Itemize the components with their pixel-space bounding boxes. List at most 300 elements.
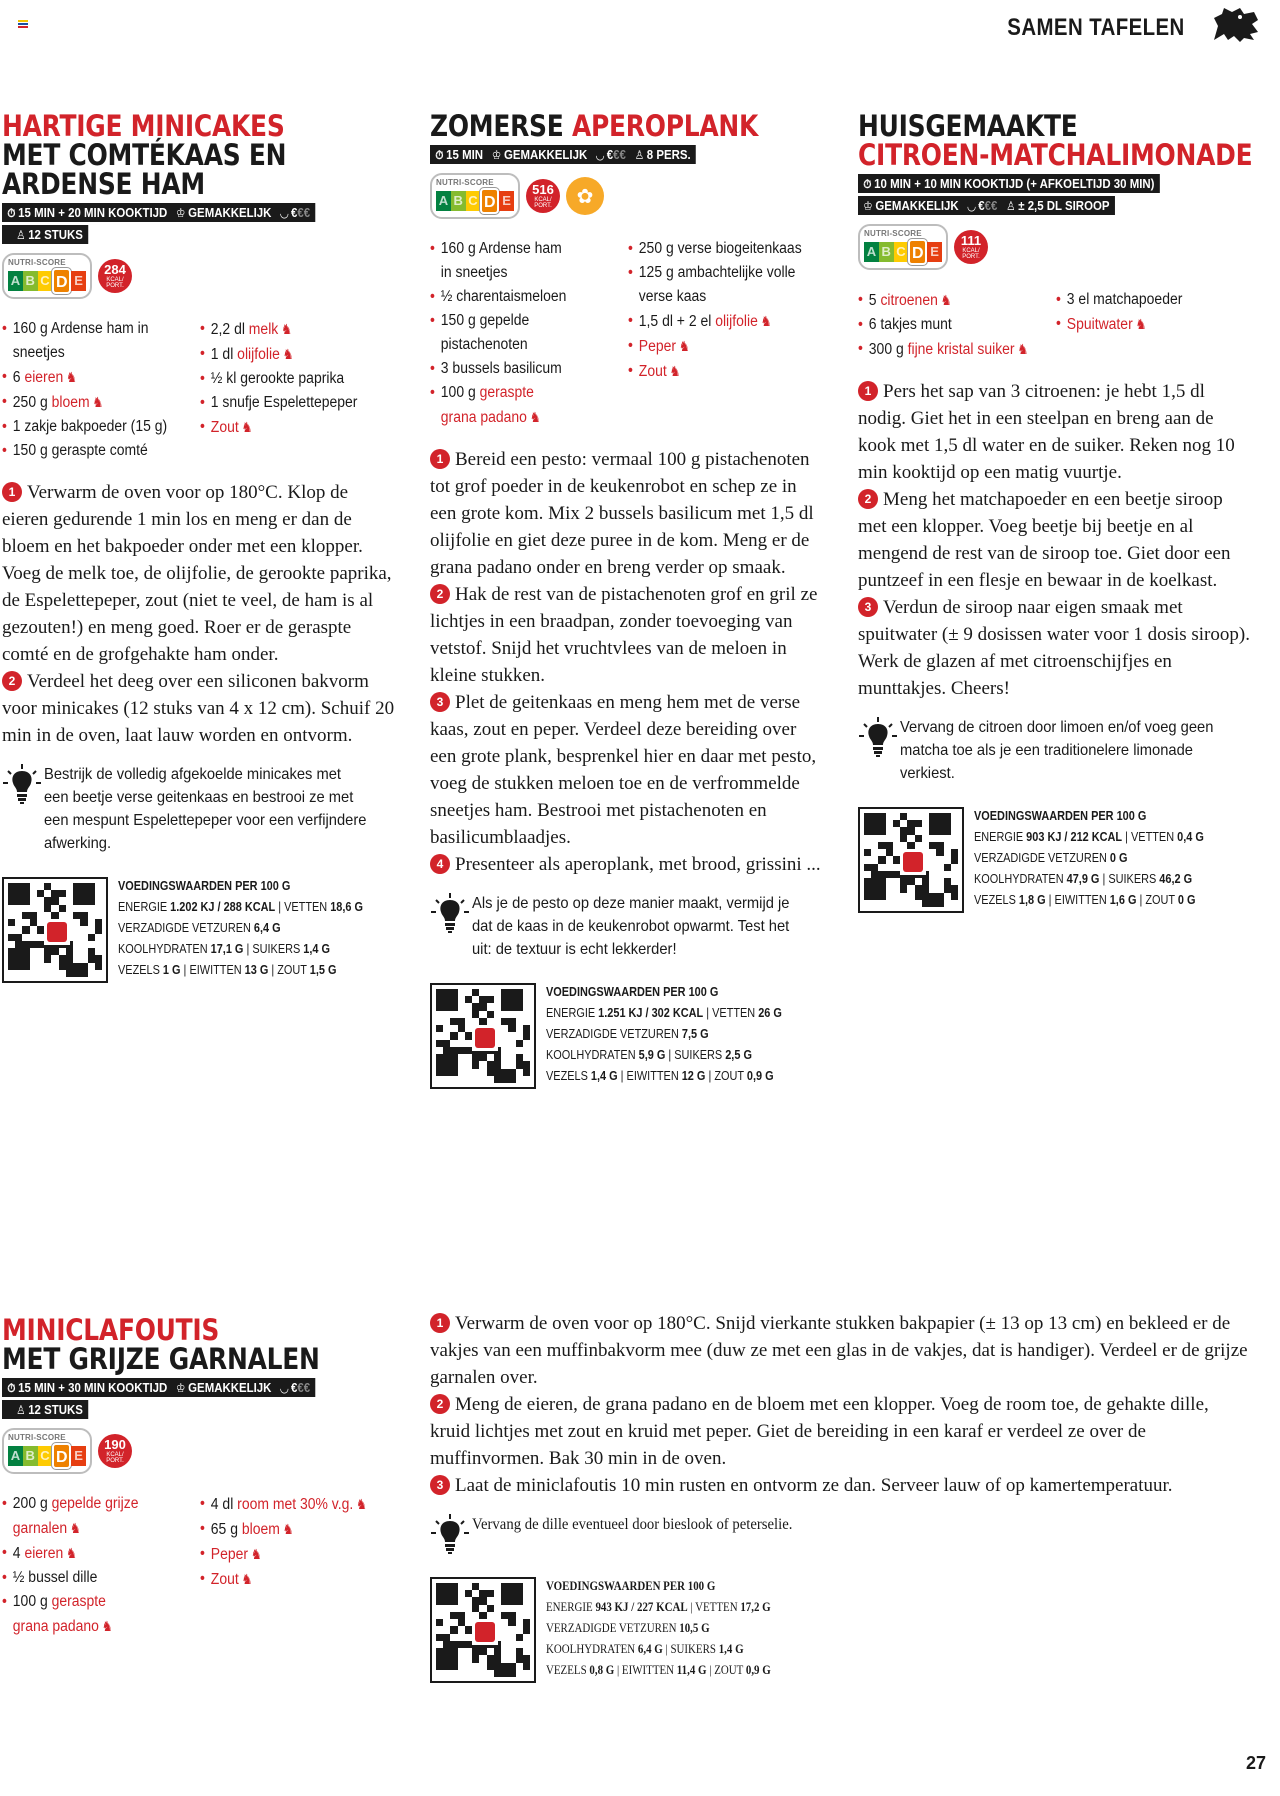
ingredient-highlight: olijfolie (714, 313, 758, 330)
basket-icon: ◡ (280, 1381, 289, 1395)
tip-text: Vervang de citroen door limoen en/of voeg geen matcha toe als je een traditionelere limonade verkiest. (900, 719, 1214, 782)
nutrition-label: SUIKERS (674, 1047, 726, 1062)
nutrition-label: ZOUT (714, 1068, 747, 1083)
meta-price: € (978, 198, 985, 213)
step-number-badge: 3 (858, 597, 878, 617)
ingredients-column-2 (1056, 288, 1254, 362)
ingredient-item (2, 341, 180, 365)
nutrition-value: 17,2 G (740, 1599, 771, 1614)
ingredient-highlight: Peper (638, 338, 676, 355)
ingredient-text: ½ charentaismeloen (440, 288, 567, 305)
kcal-value: 284 (104, 262, 126, 277)
nutrition-value: 1,4 G (303, 941, 331, 956)
step-number-badge: 4 (430, 854, 450, 874)
nutrition-value: 12 G (681, 1068, 706, 1083)
nutrition-value: 7,5 G (681, 1026, 709, 1041)
ingredient-item (200, 317, 378, 342)
nutrition-divider: | (243, 941, 253, 956)
ingredient-highlight: citroenen (880, 292, 938, 309)
step-number-badge: 3 (430, 692, 450, 712)
step-number-badge: 2 (430, 584, 450, 604)
nutri-score-d: D (480, 188, 499, 214)
clock-icon: ⏱ (435, 148, 444, 162)
recipe-steps (430, 446, 825, 878)
tip-text: Vervang de dille eventueel door bieslook of peterselie. (472, 1516, 793, 1533)
lion-quality-icon: ♞ (69, 1520, 82, 1536)
lion-quality-icon: ♞ (101, 1618, 113, 1634)
ingredient-text: 6 (12, 369, 25, 386)
ingredient-highlight: Zout (210, 419, 239, 436)
nutrition-value: 6,4 G (253, 920, 281, 935)
recipe-badges (430, 171, 825, 221)
recipe-tip (430, 892, 825, 961)
person-icon: ♙ (16, 1403, 26, 1417)
recipe-step (430, 851, 825, 878)
ingredient-text: 4 (12, 1545, 25, 1562)
step-number-badge: 1 (430, 449, 450, 469)
nutrition-divider: | (614, 1662, 622, 1677)
step-text: Hak de rest van de pistachenoten grof en gril ze lichtjes in een braadpan, zonder toevoeging van vetstof. Snijd het vruchtvlees van de meloen in kleine stukken. (430, 584, 818, 686)
nutrition-label: ENERGIE (118, 899, 171, 914)
clock-icon: ⏱ (863, 177, 872, 191)
nutrition-label: ZOUT (277, 962, 310, 977)
meta-difficulty: GEMAKKELIJK (503, 147, 588, 162)
nutrition-row (546, 1659, 771, 1680)
recipe-badges (2, 1426, 397, 1476)
recipe-step (430, 689, 825, 851)
recipe-hartige-minicakes (2, 109, 397, 983)
kcal-value: 190 (104, 1437, 126, 1452)
nutrition-label: VETTEN (1131, 829, 1178, 844)
ingredient-text: 100 g (440, 384, 480, 401)
ingredient-item (2, 1566, 180, 1590)
lion-quality-icon: ♞ (282, 346, 294, 362)
lion-quality-icon: ♞ (668, 363, 681, 379)
nutrition-value: 18,6 G (330, 899, 364, 914)
recipe-title-line2: MET COMTÉKAAS EN ARDENSE HAM (2, 138, 287, 201)
nutri-score-a: A (436, 191, 451, 211)
basket-icon: ◡ (967, 199, 976, 213)
ingredient-text: 4 dl (210, 1496, 237, 1513)
nutrition-row (118, 917, 363, 938)
recipe-title-line1: HUISGEMAAKTE (858, 109, 1078, 143)
step-number-badge: 3 (430, 1475, 450, 1495)
nutrition-value: 0 G (1109, 850, 1128, 865)
recipe-step (858, 486, 1253, 594)
kcal-value: 111 (960, 233, 982, 248)
nutrition-value: 13 G (244, 962, 269, 977)
nutri-score-b: B (23, 1446, 38, 1466)
ingredient-item (430, 261, 608, 285)
qr-lion-logo (472, 1619, 498, 1645)
nutrition-label: ENERGIE (546, 1599, 596, 1614)
recipe-steps (2, 479, 397, 749)
nutrition-row (974, 847, 1204, 868)
nutrition-value: 0,4 G (1177, 829, 1204, 844)
ingredients-column-2 (628, 237, 826, 430)
nutri-score-badge (430, 173, 520, 219)
kcal-badge (526, 179, 560, 213)
nutrition-row (546, 1065, 782, 1086)
nutri-score-a: A (8, 1446, 23, 1466)
lion-quality-icon: ♞ (240, 419, 253, 435)
ingredient-item (628, 309, 806, 334)
ingredient-highlight: olijfolie (236, 346, 280, 363)
ingredient-item (858, 288, 1036, 313)
qr-code (858, 807, 964, 913)
ingredient-text: sneetjes (12, 344, 65, 361)
step-text: Meng het matchapoeder en een beetje siroop met een klopper. Voeg beetje bij beetje en al mengend de rest van de siroop toe. Giet door een puntzeef in een flesje en bewaar in de koelkast. (858, 489, 1231, 591)
meta-difficulty: GEMAKKELIJK (875, 198, 959, 213)
ingredients-list (858, 288, 1253, 362)
ingredient-text: 1 zakje bakpoeder (15 g) (12, 418, 168, 435)
nutrition-row (974, 889, 1204, 910)
ingredient-highlight: fijne kristal suiker (907, 341, 1015, 358)
meta-servings: 12 STUKS (28, 1402, 83, 1417)
clock-icon: ⏱ (7, 206, 16, 220)
ingredient-item (628, 261, 806, 285)
ingredient-item (2, 1516, 180, 1541)
recipe-zomerse-aperoplank (430, 109, 825, 1089)
flag-icon (18, 20, 28, 28)
nutri-score-a: A (864, 242, 879, 262)
ingredient-item (2, 439, 180, 463)
ingredients-column-1 (2, 1492, 200, 1639)
recipe-meta-bar (2, 1400, 88, 1419)
nutrition-value: 1,4 G (718, 1641, 744, 1656)
nutrition-label: ZOUT (1145, 892, 1178, 907)
nutrition-value: 0 G (1177, 892, 1196, 907)
nutrition-label: VETTEN (284, 899, 331, 914)
nutrition-label: SUIKERS (252, 941, 304, 956)
nutri-score-label: NUTRI-SCORE (8, 1433, 66, 1442)
lion-quality-icon: ♞ (760, 313, 772, 329)
ingredient-text: 250 g verse biogeitenkaas (638, 240, 802, 257)
meta-price: € (290, 205, 298, 220)
nutrition-row (546, 1044, 782, 1065)
ingredient-item (858, 337, 1036, 362)
kcal-value: 516 (532, 182, 554, 197)
nutrition-value: 46,2 G (1159, 871, 1193, 886)
nutri-score-b: B (451, 191, 466, 211)
recipe-title-line2: CITROEN-MATCHALIMONADE (858, 138, 1253, 172)
recipe-step (858, 594, 1253, 702)
lion-quality-icon: ♞ (240, 1571, 253, 1587)
nutrition-text (118, 875, 363, 983)
ingredients-column-2 (200, 1492, 398, 1639)
nutrition-text (546, 1575, 771, 1683)
step-number-badge: 2 (858, 489, 878, 509)
ingredient-text: in sneetjes (440, 264, 508, 281)
ingredient-item (628, 359, 806, 384)
recipe-step (430, 1310, 1250, 1391)
clock-icon: ⏱ (7, 1381, 16, 1395)
nutri-score-badge (2, 253, 92, 299)
nutri-score-c: C (38, 271, 53, 291)
nutrition-divider: | (703, 1005, 713, 1020)
ingredient-item (628, 334, 806, 359)
page-header (0, 0, 1280, 60)
page-number: 27 (1245, 1753, 1266, 1773)
recipe-title-line2: MET GRIJZE GARNALEN (2, 1342, 320, 1376)
step-text: Verwarm de oven voor op 180°C. Snijd vierkante stukken bakpapier (± 13 op 13 cm) en bekleed er de vakjes van een muffinbakvorm mee (duw ze met een glas in de vakjes, dat is handiger). Verdeel er de grijze garnalen over. (430, 1313, 1248, 1388)
ingredients-list (2, 1492, 397, 1639)
nutri-score-e: E (71, 1446, 86, 1466)
lightbulb-icon (858, 716, 900, 758)
nutrition-value: 1 G (162, 962, 181, 977)
nutrition-value: 11,4 G (676, 1662, 707, 1677)
nutrition-facts (858, 807, 1253, 913)
nutrition-header: VOEDINGSWAARDEN PER 100 G (974, 808, 1147, 823)
ingredient-text: pistachenoten (440, 336, 528, 353)
nutri-score-scale (8, 269, 86, 293)
ingredient-item (430, 405, 608, 430)
ingredients-column-1 (2, 317, 200, 463)
recipe-badges (2, 251, 397, 301)
nutrition-value: 47,9 G (1066, 871, 1100, 886)
step-text: Verwarm de oven voor op 180°C. Klop de eieren gedurende 1 min los en meng er dan de bloem en het bakpoeder onder met een klopper. Voeg de melk toe, de olijfolie, de gerookte paprika, de Espelettepeper, zout (niet te veel, de ham is al gezouten!) en meng goed. Roer er de geraspte comté en de grofgehakte ham onder. (2, 482, 392, 665)
ingredient-item (628, 285, 806, 309)
meta-servings: ± 2,5 DL SIROOP (1018, 198, 1110, 213)
ingredient-text: 6 takjes munt (868, 316, 952, 333)
ingredient-text: ½ bussel dille (12, 1569, 98, 1586)
gluten-free-icon: ✿ (566, 177, 604, 215)
nutrition-text (546, 981, 782, 1089)
nutrition-facts (430, 983, 825, 1089)
ingredient-item (2, 1492, 180, 1516)
ingredient-item (200, 415, 378, 440)
ingredient-item (200, 342, 378, 367)
recipe-meta-bar (2, 1378, 315, 1397)
recipe-step (2, 479, 397, 668)
ingredient-text: 300 g (868, 341, 908, 358)
nutrition-row (974, 868, 1204, 889)
recipe-citroen-matchalimonade (858, 109, 1253, 913)
lion-quality-icon: ♞ (1134, 316, 1147, 332)
ingredients-column-2 (200, 317, 398, 463)
nutri-score-b: B (879, 242, 894, 262)
nutrition-divider: | (1136, 892, 1146, 907)
recipe-miniclafoutis (2, 1313, 397, 1639)
ingredient-text: 100 g (12, 1593, 52, 1610)
ingredient-item (858, 313, 1036, 337)
ingredient-item (628, 237, 806, 261)
nutrition-row (546, 1023, 782, 1044)
step-text: Pers het sap van 3 citroenen: je hebt 1,5 dl nodig. Giet het in een steelpan en breng aan de kook met 1,5 dl water en de suiker. Reken nog 10 min kooktijd op een matig vuurtje. (858, 381, 1235, 483)
nutrition-row (118, 938, 363, 959)
nutrition-value: 903 KJ / 212 KCAL (1026, 829, 1123, 844)
nutrition-divider: | (1122, 829, 1132, 844)
kcal-unit: KCAL/ PORT. (106, 1452, 124, 1464)
nutrition-facts (430, 1577, 1250, 1683)
ingredient-item (200, 1517, 378, 1542)
nutrition-header: VOEDINGSWAARDEN PER 100 G (546, 984, 719, 999)
nutri-score-a: A (8, 271, 23, 291)
recipe-meta-bar (2, 203, 315, 222)
ingredient-item (2, 1590, 180, 1614)
ingredient-highlight: geraspte (479, 384, 534, 401)
nutrition-value: 5,9 G (638, 1047, 666, 1062)
nutrition-label: VEZELS (974, 892, 1019, 907)
nutri-score-e: E (499, 191, 514, 211)
ingredient-item (2, 390, 180, 415)
nutrition-label: KOOLHYDRATEN (546, 1047, 639, 1062)
nutrition-divider: | (617, 1068, 627, 1083)
nutri-score-d: D (52, 268, 71, 294)
lion-quality-icon: ♞ (280, 321, 292, 337)
recipe-title (430, 109, 826, 143)
nutrition-label: ENERGIE (546, 1005, 599, 1020)
ingredient-highlight: grana padano (12, 1618, 99, 1635)
kcal-unit: KCAL/ PORT. (962, 248, 980, 260)
ingredient-text: 160 g Ardense ham in (12, 320, 149, 337)
recipe-tip (858, 716, 1253, 785)
recipe-meta-bar (430, 145, 696, 164)
recipe-step (858, 378, 1253, 486)
step-number-badge: 1 (430, 1313, 450, 1333)
ingredient-highlight: geraspte (51, 1593, 106, 1610)
step-text: Verdun de siroop naar eigen smaak met spuitwater (± 9 dosissen water voor 1 dosis siroop). Werk de glazen af met citroenschijfjes en munttakjes. Cheers! (858, 597, 1250, 699)
lion-quality-icon: ♞ (250, 1546, 262, 1562)
meta-difficulty: GEMAKKELIJK (188, 1380, 272, 1395)
ingredient-highlight: gepelde grijze (51, 1495, 139, 1512)
kcal-unit: KCAL/ PORT. (106, 277, 124, 289)
step-number-badge: 1 (858, 381, 878, 401)
nutrition-label: KOOLHYDRATEN (118, 941, 211, 956)
nutrition-label: EIWITTEN (621, 1662, 677, 1677)
recipe-tip (2, 763, 397, 855)
nutrition-value: 943 KJ / 227 KCAL (595, 1599, 688, 1614)
kcal-badge (954, 230, 988, 264)
ingredient-highlight: Spuitwater (1066, 316, 1133, 333)
ingredient-text: 125 g ambachtelijke volle (638, 264, 795, 281)
nutri-score-scale (864, 240, 942, 264)
nutrition-label: VERZADIGDE VETZUREN (974, 850, 1110, 865)
ingredient-text: ½ kl gerookte paprika (210, 370, 344, 387)
ingredient-text: 3 el matchapoeder (1066, 291, 1182, 308)
ingredient-item (2, 1614, 180, 1639)
nutrition-label: VERZADIGDE VETZUREN (546, 1026, 682, 1041)
ingredient-highlight: Zout (638, 363, 667, 380)
ingredient-text: 3 bussels basilicum (440, 360, 562, 377)
nutri-score-c: C (38, 1446, 53, 1466)
nutrition-row (546, 1596, 771, 1617)
recipe-title-line1: MINICLAFOUTIS (2, 1313, 220, 1347)
step-text: Presenteer als aperoplank, met brood, grissini ... (455, 854, 821, 875)
nutrition-divider: | (706, 1662, 715, 1677)
recipe-title (2, 1313, 398, 1376)
nutri-score-label: NUTRI-SCORE (436, 178, 494, 187)
kcal-badge (98, 259, 132, 293)
section-title: SAMEN TAFELEN (1007, 14, 1185, 41)
nutri-score-b: B (23, 271, 38, 291)
ingredient-item (2, 1541, 180, 1566)
nutrition-row (546, 1617, 771, 1638)
nutrition-value: 0,9 G (746, 1068, 774, 1083)
nutrition-label: VEZELS (118, 962, 163, 977)
nutrition-header: VOEDINGSWAARDEN PER 100 G (546, 1578, 716, 1593)
ingredient-highlight: melk (248, 321, 278, 338)
nutrition-label: EIWITTEN (189, 962, 245, 977)
nutrition-header: VOEDINGSWAARDEN PER 100 G (118, 878, 291, 893)
lion-quality-icon: ♞ (1017, 341, 1029, 357)
step-text: Plet de geitenkaas en meng hem met de verse kaas, zout en peper. Verdeel deze bereiding over een grote plank, besprenkel hier en daar met pesto, voeg de stukken meloen toe en de verfrommelde sneetjes ham. Bestrooi met pistachenoten en basilicumblaadjes. (430, 692, 817, 848)
miniclafoutis-steps (430, 1310, 1250, 1683)
recipe-title (2, 109, 398, 201)
ingredient-item (430, 309, 608, 333)
recipe-meta-bar (2, 225, 88, 244)
lion-quality-icon: ♞ (282, 1521, 294, 1537)
ingredient-item (430, 357, 608, 381)
recipe-meta (430, 145, 825, 167)
lion-quality-icon: ♞ (940, 292, 952, 308)
qr-code (430, 1577, 536, 1683)
nutrition-value: 2,5 G (725, 1047, 752, 1062)
ingredient-item (200, 391, 378, 415)
nutri-score-scale (8, 1444, 86, 1468)
nutrition-label: KOOLHYDRATEN (974, 871, 1067, 886)
recipe-title (858, 109, 1254, 172)
nutri-score-c: C (466, 191, 481, 211)
recipe-steps (858, 378, 1253, 702)
recipe-step (430, 1472, 1250, 1499)
nutrition-text (974, 805, 1204, 913)
nutrition-label: SUIKERS (670, 1641, 719, 1656)
lion-quality-icon: ♞ (355, 1496, 367, 1512)
step-number-badge: 2 (2, 671, 22, 691)
ingredients-list (430, 237, 825, 430)
recipe-tip (430, 1513, 1250, 1555)
ingredient-item (1056, 312, 1234, 337)
step-text: Meng de eieren, de grana padano en de bloem met een klopper. Voeg de room toe, de gehakte dille, kruid lichtjes met zout en kruid met peper. Giet de bereiding in een karaf er verdeel ze over de muffinvormen. Bak 30 min in de oven. (430, 1394, 1209, 1469)
lion-quality-icon: ♞ (529, 409, 541, 425)
ingredient-text: verse kaas (638, 288, 706, 305)
nutrition-facts (2, 877, 397, 983)
nutrition-label: SUIKERS (1108, 871, 1160, 886)
nutrition-label: EIWITTEN (626, 1068, 682, 1083)
nutri-score-c: C (894, 242, 909, 262)
recipe-meta-bar (858, 196, 1115, 215)
nutrition-divider: | (705, 1068, 715, 1083)
meta-time: 10 MIN + 10 MIN KOOKTIJD (+ AFKOELTIJD 30 MIN) (874, 176, 1155, 191)
meta-servings: 8 PERS. (646, 147, 691, 162)
nutrition-value: 17,1 G (210, 941, 244, 956)
nutri-score-badge (858, 224, 948, 270)
nutrition-label: VETTEN (712, 1005, 759, 1020)
nutrition-value: 6,4 G (637, 1641, 663, 1656)
nutrition-divider: | (1045, 892, 1055, 907)
nutrition-value: 1.251 KJ / 302 KCAL (598, 1005, 704, 1020)
nutrition-divider: | (180, 962, 190, 977)
nutri-score-badge (2, 1428, 92, 1474)
lion-quality-icon: ♞ (65, 369, 78, 385)
nutrition-divider: | (275, 899, 285, 914)
tip-text: Als je de pesto op deze manier maakt, vermijd je dat de kaas in de keukenrobot opwarmt. Test het uit: de textuur is echt lekkerder! (472, 895, 790, 958)
ingredient-text: 65 g (210, 1521, 242, 1538)
nutrition-divider: | (662, 1641, 671, 1656)
recipe-step (2, 668, 397, 749)
ingredient-item (200, 367, 378, 391)
nutrition-value: 1,8 G (1018, 892, 1046, 907)
chef-hat-icon: ♔ (176, 1381, 186, 1395)
nutrition-row (974, 826, 1204, 847)
nutrition-value: 26 G (758, 1005, 782, 1020)
ingredient-highlight: eieren (24, 369, 64, 386)
ingredient-item (1056, 288, 1234, 312)
chef-hat-icon: ♔ (863, 199, 873, 213)
nutri-score-d: D (52, 1443, 71, 1469)
recipe-step (430, 581, 825, 689)
